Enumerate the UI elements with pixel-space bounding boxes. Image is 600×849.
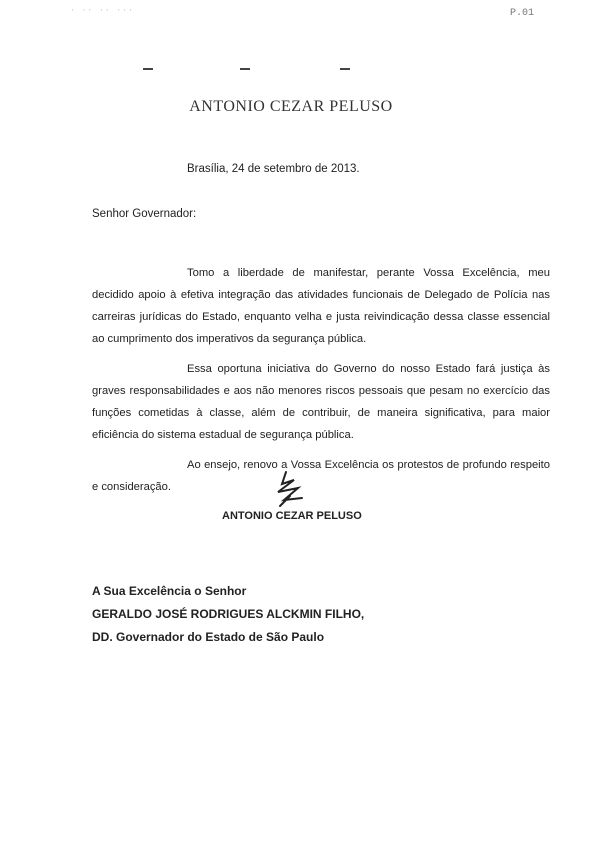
salutation: Senhor Governador: bbox=[92, 208, 197, 220]
addressee-line: DD. Governador do Estado de São Paulo bbox=[92, 630, 325, 644]
addressee-line: GERALDO JOSÉ RODRIGUES ALCKMIN FILHO, bbox=[92, 607, 365, 621]
paragraph: Tomo a liberdade de manifestar, perante Vossa Excelência, meu decidido apoio à efetiva integração das atividades funcionais de Delegado de Polícia nas carreiras jurídicas do Estado, enquanto velha e justa reivindicação dessa classe essencial ao cumprimento dos imperativos da segurança pública. bbox=[92, 267, 550, 345]
letterhead-dash bbox=[340, 68, 350, 70]
addressee-block bbox=[92, 580, 364, 649]
page-number: P.01 bbox=[510, 8, 535, 19]
paragraph: Ao ensejo, renovo a Vossa Excelência os protestos de profundo respeito e consideração. bbox=[92, 459, 550, 493]
fax-header-left: · ·· ·· ··· bbox=[70, 6, 134, 15]
paragraph: Essa oportuna iniciativa do Governo do nosso Estado fará justiça às graves responsabilidades e aos não menores riscos pessoais que pesam no exercício das funções cometidas à classe, além de contribuir, de maneira significativa, para maior eficiência do sistema estadual de segurança pública. bbox=[92, 363, 550, 441]
letterhead-dash bbox=[240, 68, 250, 70]
handwritten-signature bbox=[268, 470, 308, 515]
letterhead-dash bbox=[143, 68, 153, 70]
date-line: Brasília, 24 de setembro de 2013. bbox=[187, 163, 360, 175]
signatory-name: ANTONIO CEZAR PELUSO bbox=[222, 510, 362, 522]
letter-body bbox=[92, 262, 550, 498]
addressee-line: A Sua Excelência o Senhor bbox=[92, 584, 247, 598]
letterhead-name: ANTONIO CEZAR PELUSO bbox=[189, 98, 393, 115]
